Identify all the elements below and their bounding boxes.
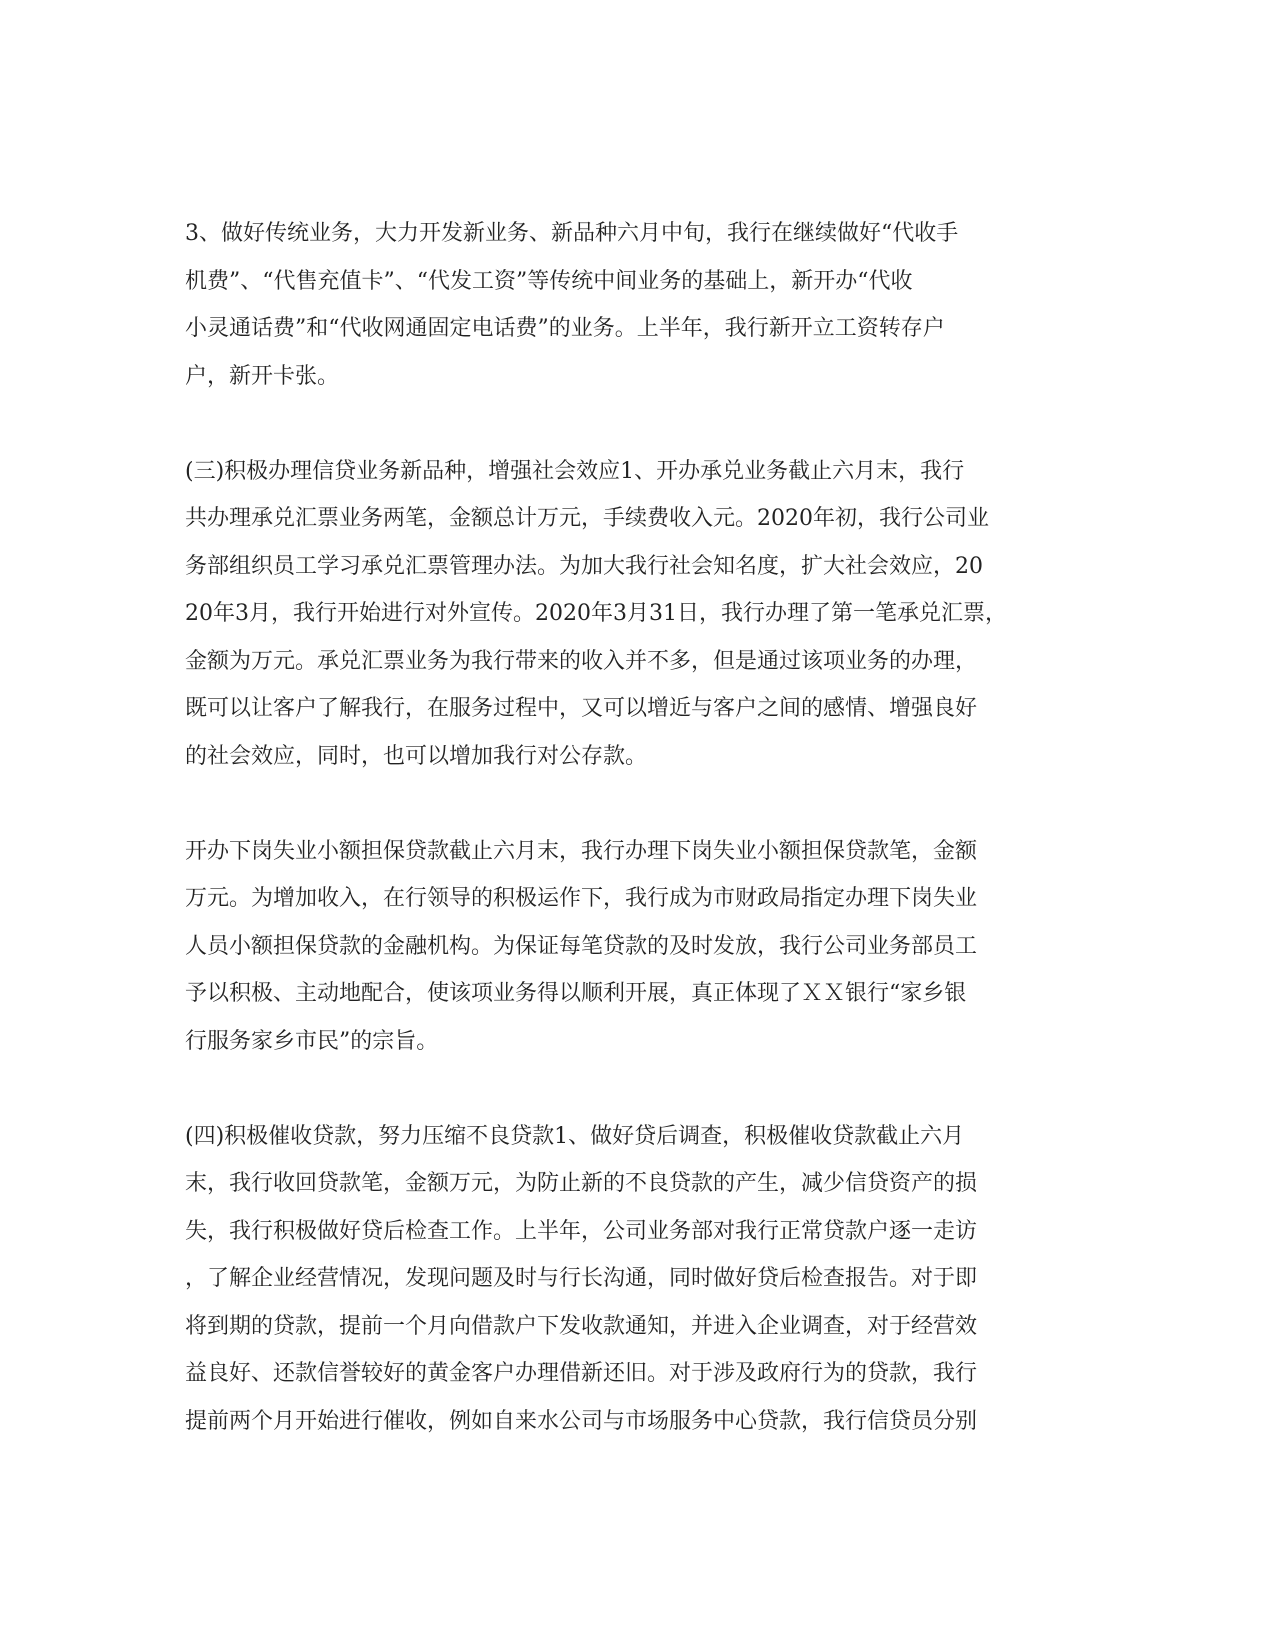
text-line: 务部组织员工学习承兑汇票管理办法。为加大我行社会知名度，扩大社会效应，20 (185, 553, 983, 579)
text-line: 将到期的贷款，提前一个月向借款户下发收款通知，并进入企业调查，对于经营效 (185, 1313, 978, 1339)
paragraph-loan-collection (185, 1113, 1085, 1446)
paragraph-spacer (185, 780, 1085, 828)
text-line: 小灵通话费”和“代收网通固定电话费”的业务。上半年，我行新开立工资转存户 (185, 316, 945, 341)
text-line: 20年3月，我行开始进行对外宣传。2020年3月31日，我行办理了第一笔承兑汇票， (185, 601, 1007, 626)
text-line: 益良好、还款信誉较好的黄金客户办理借新还旧。对于涉及政府行为的贷款，我行 (185, 1361, 978, 1386)
text-line: (三)积极办理信贷业务新品种，增强社会效应1、开办承兑业务截止六月末，我行 (185, 458, 965, 484)
text-line: 开办下岗失业小额担保贷款截止六月末，我行办理下岗失业小额担保贷款笔，金额 (185, 838, 978, 864)
text-line: (四)积极催收贷款，努力压缩不良贷款1、做好贷后调查，积极催收贷款截止六月 (185, 1123, 965, 1149)
text-line: ，了解企业经营情况，发现问题及时与行长沟通，同时做好贷后检查报告。对于即 (185, 1266, 978, 1291)
text-line: 提前两个月开始进行催收，例如自来水公司与市场服务中心贷款，我行信贷员分别 (185, 1408, 978, 1434)
text-line: 既可以让客户了解我行，在服务过程中，又可以增近与客户之间的感情、增强良好 (185, 696, 978, 721)
text-line: 行服务家乡市民”的宗旨。 (185, 1028, 439, 1054)
document-body (185, 210, 1085, 1445)
text-line: 共办理承兑汇票业务两笔，金额总计万元，手续费收入元。2020年初，我行公司业 (185, 506, 989, 531)
paragraph-spacer (185, 400, 1085, 448)
text-line: 金额为万元。承兑汇票业务为我行带来的收入并不多，但是通过该项业务的办理， (185, 648, 978, 674)
paragraph-spacer (185, 1065, 1085, 1113)
text-line: 末，我行收回贷款笔，金额万元，为防止新的不良贷款的产生，减少信贷资产的损 (185, 1171, 978, 1196)
text-line: 万元。为增加收入，在行领导的积极运作下，我行成为市财政局指定办理下岗失业 (185, 886, 978, 911)
text-line: 3、做好传统业务，大力开发新业务、新品种六月中旬，我行在继续做好“代收手 (185, 221, 959, 246)
text-line: 予以积极、主动地配合，使该项业务得以顺利开展，真正体现了ＸＸ银行“家乡银 (185, 981, 967, 1006)
paragraph-traditional-business (185, 210, 1085, 400)
text-line: 机费”、“代售充值卡”、“代发工资”等传统中间业务的基础上，新开办“代收 (185, 268, 913, 294)
paragraph-guaranteed-loans (185, 828, 1085, 1066)
paragraph-credit-business (185, 448, 1085, 781)
text-line: 人员小额担保贷款的金融机构。为保证每笔贷款的及时发放，我行公司业务部员工 (185, 933, 978, 959)
text-line: 户，新开卡张。 (185, 363, 340, 389)
text-line: 失，我行积极做好贷后检查工作。上半年，公司业务部对我行正常贷款户逐一走访 (185, 1218, 978, 1244)
text-line: 的社会效应，同时，也可以增加我行对公存款。 (185, 743, 648, 769)
